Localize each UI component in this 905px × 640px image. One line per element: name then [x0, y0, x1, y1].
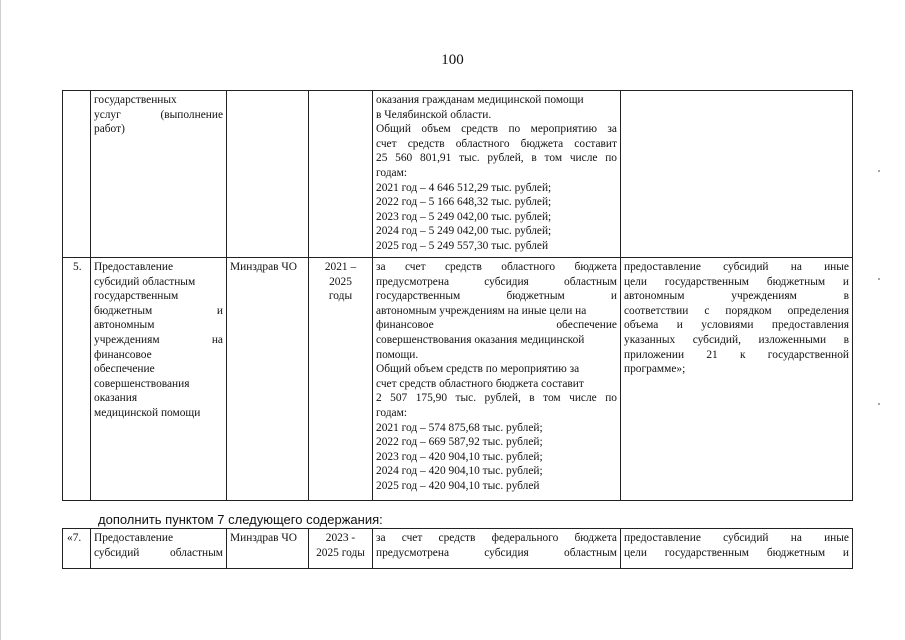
text-line: объема и условиями предоставления — [624, 319, 849, 332]
cell-note — [621, 529, 853, 569]
text-line: услуг (выполнение — [94, 108, 223, 121]
scan-speck — [878, 278, 880, 280]
text-line: в Челябинской области. — [376, 108, 492, 121]
text-line: соответствии с порядком определения — [624, 304, 849, 317]
text-line: государственных — [94, 94, 177, 106]
text-line: приложении 21 к государственной — [624, 348, 849, 361]
text-line: 25 560 801,91 тыс. рублей, в том числе по — [376, 152, 617, 165]
text-line: субсидий областным — [94, 275, 196, 288]
text-line: 2023 год – 5 249 042,00 тыс. рублей; — [376, 210, 552, 223]
text-line: государственным — [94, 290, 179, 303]
text-line: 2022 год – 669 587,92 тыс. рублей; — [376, 436, 543, 449]
text-line: 2025 — [329, 275, 352, 288]
text-line: Общий объем средств по мероприятию за — [376, 123, 617, 136]
table-row-continued — [63, 91, 853, 258]
cell-description — [373, 258, 621, 501]
text-line: 2021 год – 574 875,68 тыс. рублей; — [376, 421, 543, 434]
text-line: предусмотрена субсидия областным — [376, 546, 617, 559]
text-line: субсидий областным — [94, 546, 223, 559]
text-line: программе»; — [624, 363, 686, 376]
text-line: счет средств областного бюджета составит — [376, 377, 584, 390]
text-line: оказания гражданам медицинской помощи — [376, 94, 584, 106]
cell-num: «7. — [63, 529, 91, 569]
cell-measure-name — [91, 258, 227, 501]
text-line: работ) — [94, 123, 125, 136]
text-line: 2025 год – 5 249 557,30 тыс. рублей — [376, 239, 549, 252]
text-line: 2023 - — [325, 532, 356, 544]
cell-description — [373, 91, 621, 258]
text-line: 2024 год – 420 904,10 тыс. рублей; — [376, 465, 543, 478]
text-line: бюджетным и — [94, 304, 223, 317]
text-line: финансовое обеспечение — [376, 319, 617, 332]
text-line: предоставление субсидий на иные — [624, 532, 849, 544]
text-line: совершенствования оказания медицинской — [376, 333, 585, 346]
cell-executor — [227, 91, 309, 258]
cell-executor: Минздрав ЧО — [227, 529, 309, 569]
text-line: Предоставление — [94, 261, 174, 273]
cell-executor: Минздрав ЧО — [227, 258, 309, 501]
text-line: автономным учреждениям в — [624, 290, 849, 303]
cell-period — [309, 258, 373, 501]
page-number: 100 — [441, 52, 464, 68]
measures-table-item-7 — [62, 528, 853, 569]
cell-period — [309, 91, 373, 258]
text-line: счет средств областного бюджета составит — [376, 137, 617, 150]
text-line: государственным бюджетным и — [376, 290, 617, 303]
scan-speck — [878, 403, 880, 405]
text-line: за счет средств областного бюджета — [376, 261, 617, 273]
text-line: 2025 год – 420 904,10 тыс. рублей — [376, 479, 540, 492]
cell-note — [621, 258, 853, 501]
text-line: 2025 годы — [316, 546, 365, 559]
text-line: оказания — [94, 392, 138, 405]
measures-table — [62, 90, 853, 501]
cell-num: 5. — [63, 258, 91, 501]
text-line: финансовое — [94, 348, 152, 361]
text-line: Предоставление — [94, 532, 174, 544]
text-line: указанных субсидий, изложенными в — [624, 333, 849, 346]
cell-num — [63, 91, 91, 258]
cell-period — [309, 529, 373, 569]
text-line: годы — [328, 290, 353, 303]
text-line: автономным учреждениям на иные цели на — [376, 304, 587, 317]
text-line: медицинской помощи — [94, 406, 201, 419]
text-line: цели государственным бюджетным и — [624, 546, 849, 559]
text-line: Общий объем средств по мероприятию за — [376, 363, 580, 376]
scan-speck — [878, 170, 880, 172]
table-row-5 — [63, 258, 853, 501]
text-line: за счет средств федерального бюджета — [376, 532, 617, 544]
scan-edge — [0, 0, 1, 640]
text-line: 2024 год – 5 249 042,00 тыс. рублей; — [376, 225, 552, 238]
text-line: предоставление субсидий на иные — [624, 261, 849, 273]
cell-measure-name — [91, 91, 227, 258]
text-line: 2022 год – 5 166 648,32 тыс. рублей; — [376, 196, 552, 209]
text-line: 2021 год – 4 646 512,29 тыс. рублей; — [376, 181, 552, 194]
cell-description — [373, 529, 621, 569]
text-line: годам: — [376, 166, 407, 179]
text-line: 2 507 175,90 тыс. рублей, в том числе по — [376, 392, 617, 405]
table-row-7 — [63, 529, 853, 569]
cell-note — [621, 91, 853, 258]
text-line: учреждениям на — [94, 333, 223, 346]
text-line: автономным — [94, 319, 155, 332]
text-line: годам: — [376, 406, 407, 419]
text-line: совершенствования — [94, 377, 190, 390]
text-line: обеспечение — [94, 363, 155, 376]
addendum-instruction: дополнить пунктом 7 следующего содержания: — [98, 512, 383, 527]
text-line: помощи. — [376, 348, 419, 361]
text-line: 2021 – — [324, 261, 357, 273]
text-line: предусмотрена субсидия областным — [376, 275, 617, 288]
cell-measure-name — [91, 529, 227, 569]
text-line: 2023 год – 420 904,10 тыс. рублей; — [376, 450, 543, 463]
text-line: цели государственным бюджетным и — [624, 275, 849, 288]
